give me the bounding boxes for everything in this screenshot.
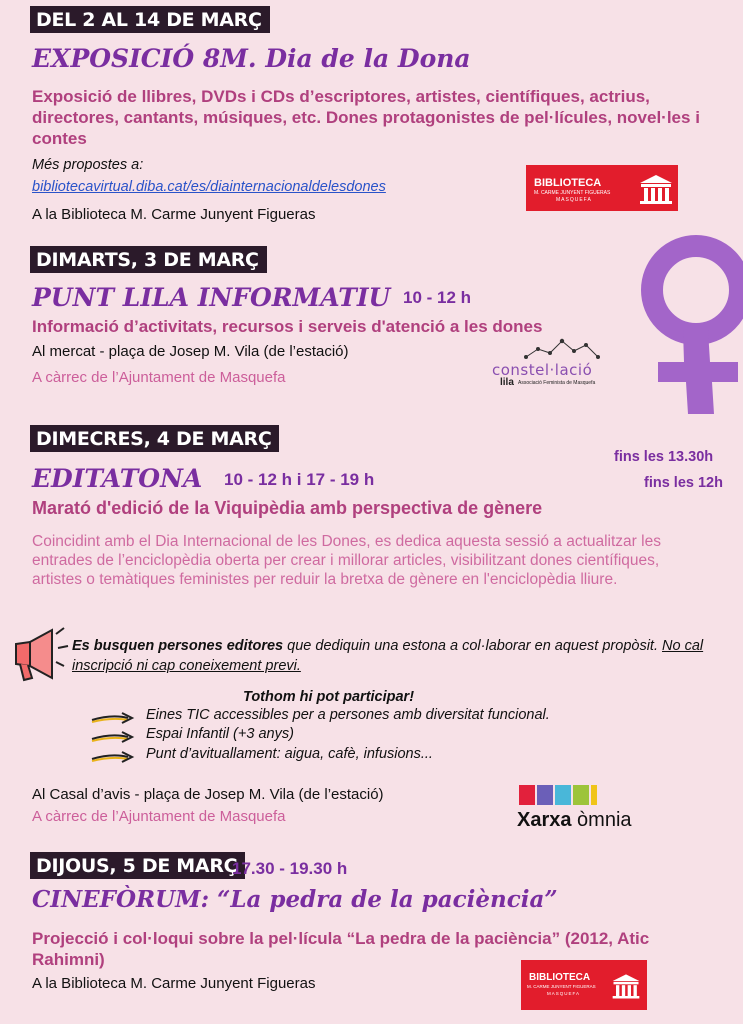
date-banner-5-marc: DIJOUS, 5 DE MARÇ [30,852,245,879]
call-for-editors: Es busquen persones editores que dediquin una estona a col·laborar en aquest propòsit. No cal inscripció ni cap coneixement previ. [72,638,704,674]
date-banner-2-14-marc: DEL 2 AL 14 DE MARÇ [30,6,270,33]
exposicio-place: A la Biblioteca M. Carme Junyent Figueras [32,206,316,223]
bullet-avituallament: Punt d’avituallament: aigua, cafè, infusions... [146,746,433,762]
editatona-organizer: A càrrec de l’Ajuntament de Masquefa [32,808,286,825]
arrow-icon [90,729,136,745]
date-banner-3-marc: DIMARTS, 3 DE MARÇ [30,246,267,273]
punt-lila-organizer: A càrrec de l’Ajuntament de Masquefa [32,369,286,386]
editatona-place: Al Casal d’avis - plaça de Josep M. Vila (de l’estació) [32,786,384,803]
punt-lila-time: 10 - 12 h [403,288,472,307]
date-banner-4-marc: DIMECRES, 4 DE MARÇ [30,425,279,452]
biblioteca-virtual-link[interactable]: bibliotecavirtual.diba.cat/es/diainternacionaldelesdones [32,179,386,195]
megaphone-icon [8,622,70,688]
punt-lila-title: PUNT LILA INFORMATIU [32,283,391,312]
venus-symbol-icon [628,222,743,422]
cineforum-subtitle: Projecció i col·loqui sobre la pel·lícula “La pedra de la paciència” (2012, Atic Rahimni) [32,929,650,969]
fins-12h: fins les 12h [644,475,723,491]
exposicio-title: EXPOSICIÓ 8M. Dia de la Dona [32,44,471,73]
punt-lila-place: Al mercat - plaça de Josep M. Vila (de l’estació) [32,343,349,360]
exposicio-subtitle: Exposició de llibres, DVDs i CDs d’escriptores, artistes, científiques, actrius, directores, cantants, músiques, etc. Dones protagonistes de pel·lícules, novel·les i contes [32,87,700,148]
bullet-eines-tic: Eines TIC accessibles per a persones amb diversitat funcional. [146,707,550,723]
punt-lila-subtitle: Informació d’activitats, recursos i serveis d'atenció a les dones [32,317,543,336]
more-proposals-label: Més propostes a: [32,157,144,173]
editatona-title: EDITATONA [32,464,203,493]
cineforum-time: 17.30 - 19.30 h [232,859,348,878]
fins-13-30h: fins les 13.30h [614,449,714,465]
library-building-icon [638,173,674,205]
xarxa-omnia-logo: Xarxa òmnia [515,785,655,835]
cineforum-title: CINEFÒRUM: “La pedra de la paciència” [32,886,558,913]
everyone-can-participate: Tothom hi pot participar! [243,689,415,705]
arrow-icon [90,710,136,726]
biblioteca-logo: BIBLIOTECA M. CARME JUNYENT FIGUERAS MASQUEFA [526,165,678,211]
library-building-icon [611,972,641,1000]
cineforum-place: A la Biblioteca M. Carme Junyent Figueras [32,975,316,992]
bullet-espai-infantil: Espai Infantil (+3 anys) [146,726,294,742]
editatona-time: 10 - 12 h i 17 - 19 h [224,470,375,489]
constellacio-lila-logo: constel·lació lila Associació Feminista de Masquefa [488,335,618,395]
editatona-subtitle: Marató d'edició de la Viquipèdia amb perspectiva de gènere [32,498,543,518]
biblioteca-logo: BIBLIOTECA M. CARME JUNYENT FIGUERAS MASQUEFA [521,960,647,1010]
editatona-description: Coincidint amb el Dia Internacional de les Dones, es dedica aquesta sessió a actualitzar les entrades de l’enciclopèdia oberta per crear i millorar articles, visibilitzant dones científiques, artistes o temàtiques feministes per reduir la bretxa de gènere en l'enciclopèdia lliure. [32,533,661,588]
arrow-icon [90,749,136,765]
